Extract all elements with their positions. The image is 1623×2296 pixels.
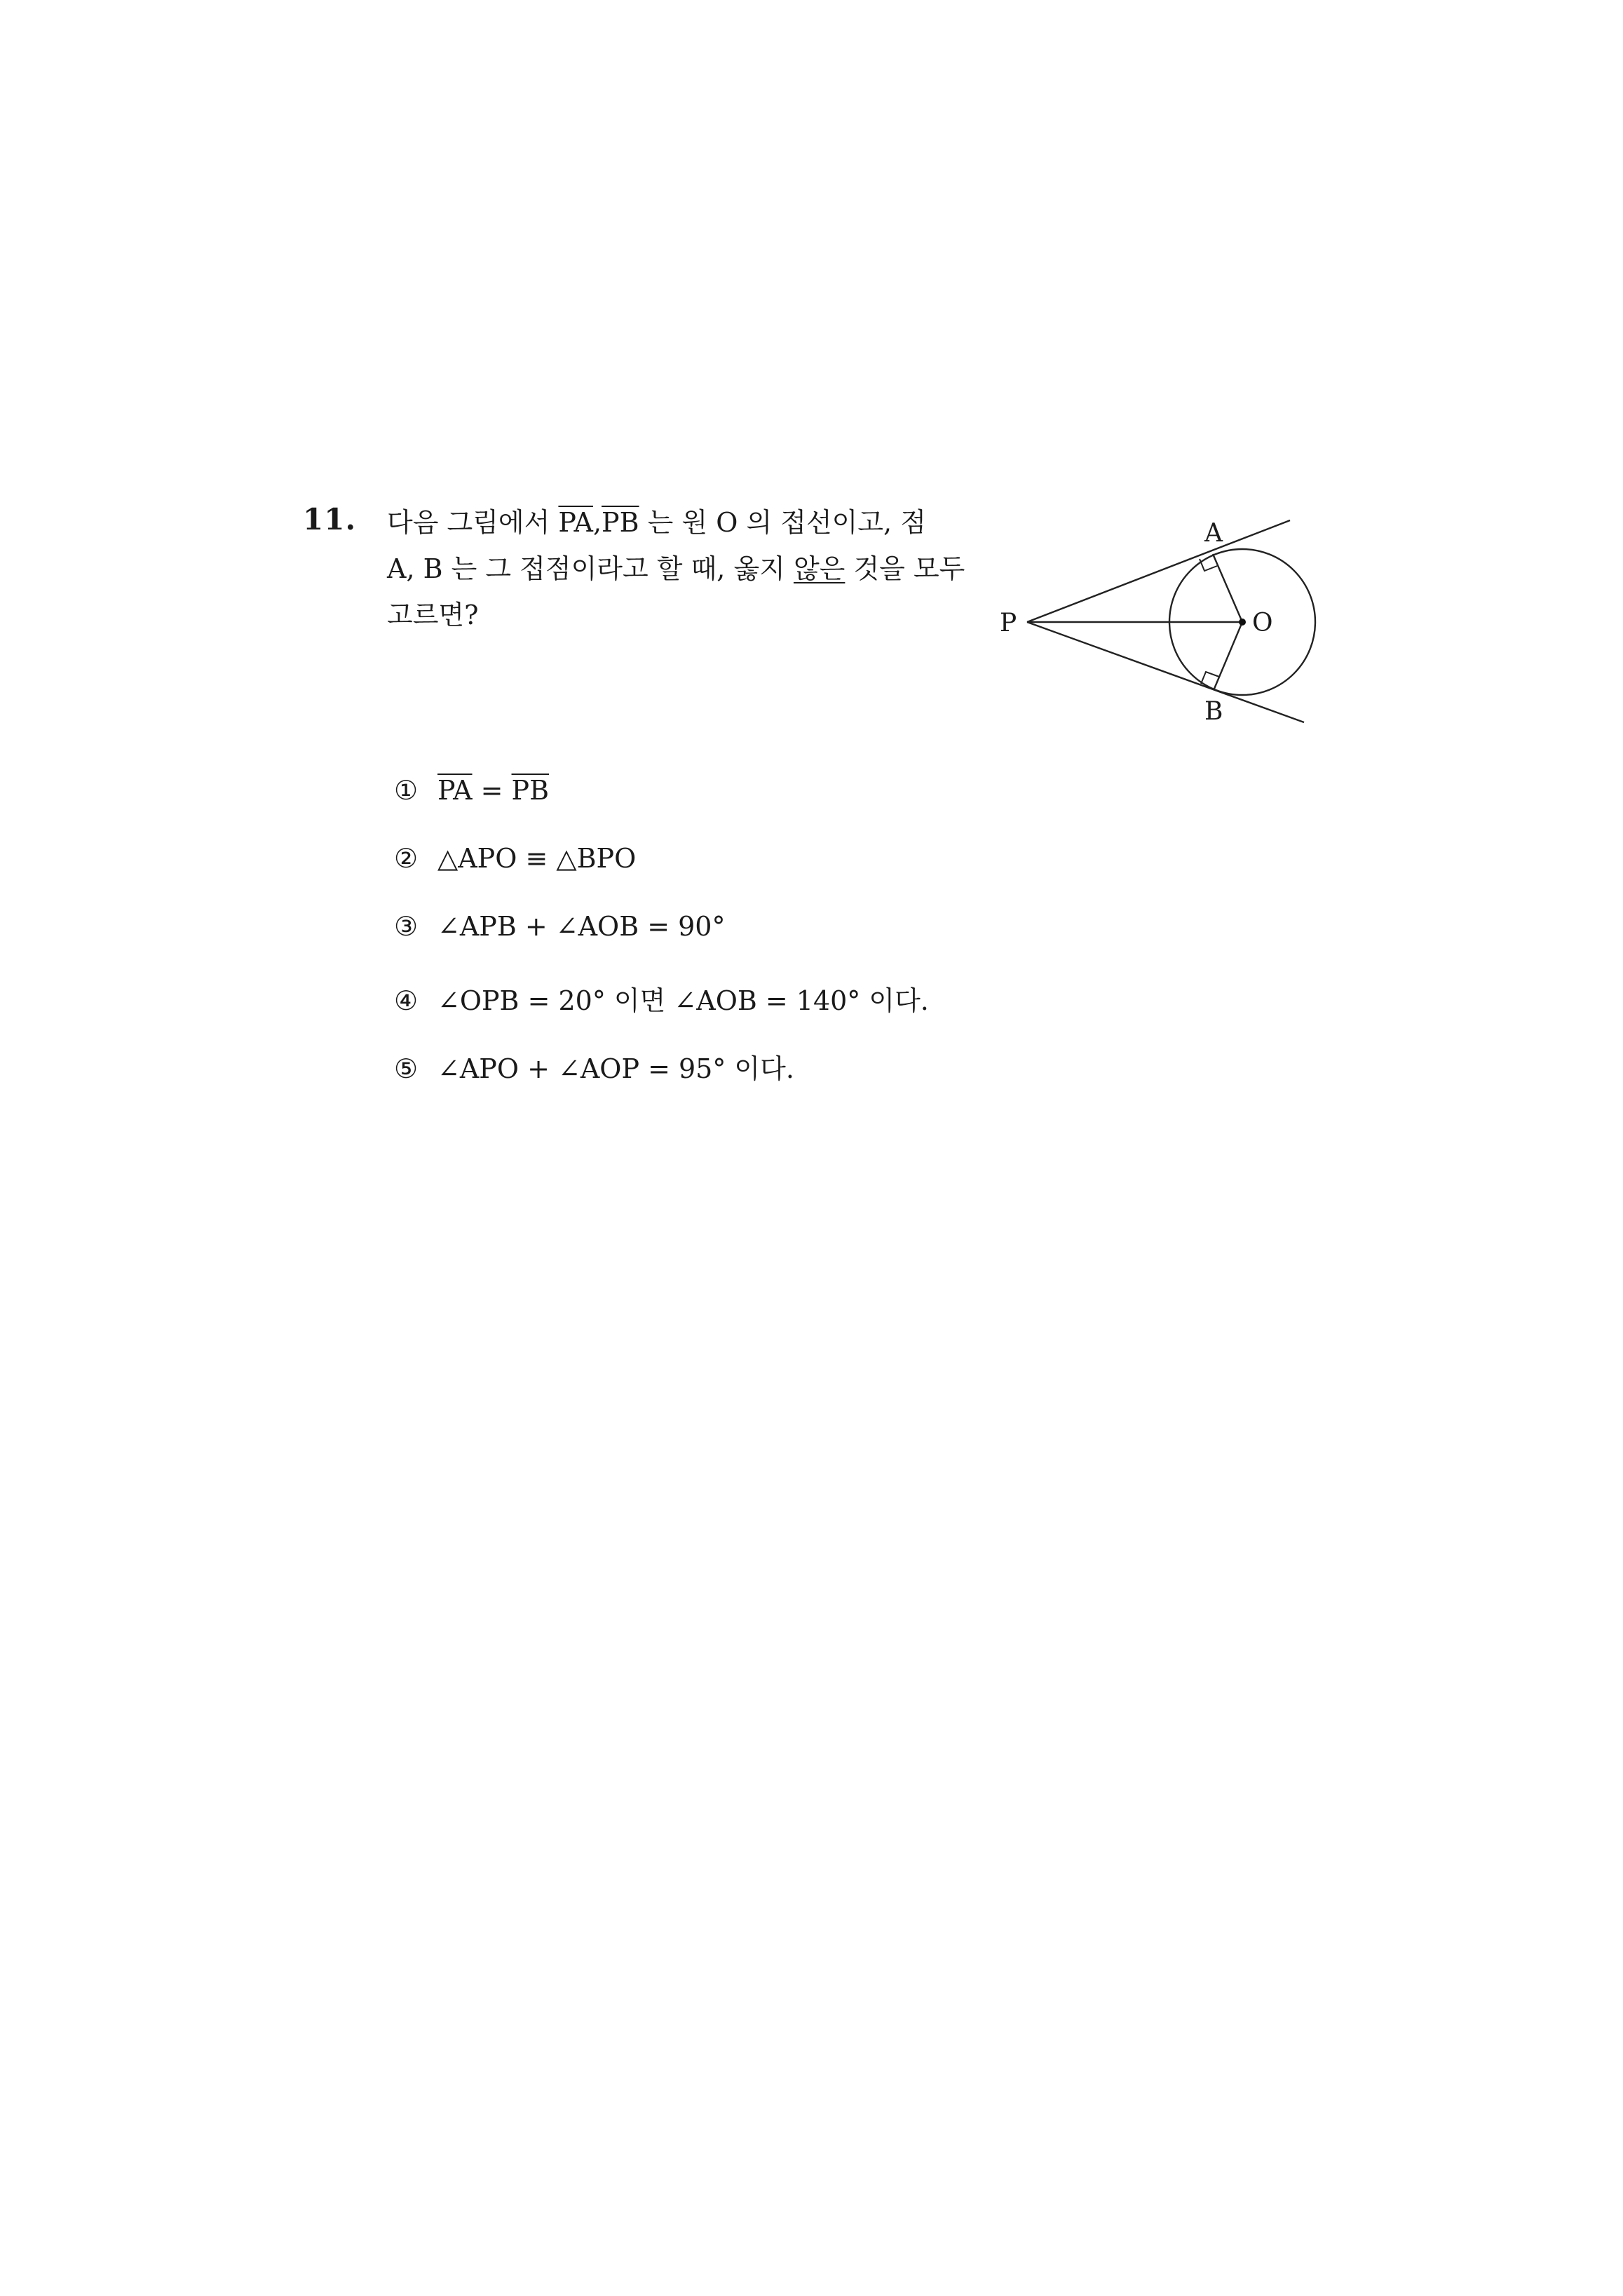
segment-pa: $\overline{PA}$ [437,775,473,806]
label-b: B [1204,697,1223,726]
tangent-line-pa [1027,520,1290,622]
stem-line-1 [387,499,976,546]
stem-text: 는 원 O 의 접선이고, 점 [639,507,926,538]
choice-mark: ① [394,775,419,806]
equals-sign: = [472,775,512,806]
choice-mark: ⑤ [394,1053,419,1084]
label-o: O [1252,609,1273,637]
label-p: P [1000,609,1017,637]
tangent-diagram [982,505,1332,729]
underlined-word: 않은 [793,553,846,584]
question-stem [387,499,976,638]
choice-expression: △APO ≡ △BPO [437,843,637,874]
choice-5[interactable] [394,1047,929,1115]
answer-choices [394,775,929,1115]
choice-mark: ③ [394,911,419,942]
center-point [1239,619,1246,626]
choice-mark: ④ [394,985,419,1016]
stem-line-2 [387,546,976,592]
stem-text: 것을 모두 [845,553,965,584]
tangent-figure [982,505,1332,729]
segment-pb: $\overline{PB}$ [602,507,639,538]
stem-line-3: 고르면? [387,600,479,630]
label-a: A [1204,519,1223,548]
choice-1[interactable] [394,775,929,843]
stem-comma: , [592,507,602,538]
radius-oa [1213,554,1242,622]
question-number: 11. [303,502,357,536]
choice-expression: ∠OPB = 20° 이면 ∠AOB = 140° 이다. [437,985,929,1016]
choice-2[interactable] [394,843,929,911]
choice-expression: ∠APB + ∠AOB = 90° [437,911,726,942]
radius-ob [1214,622,1242,689]
choice-expression [437,775,549,806]
choice-expression: ∠APO + ∠AOP = 95° 이다. [437,1053,794,1084]
stem-text: 다음 그림에서 [387,507,559,538]
segment-pb: $\overline{PB}$ [511,775,550,806]
choice-3[interactable] [394,911,929,979]
stem-text: A, B 는 그 접점이라고 할 때, 옳지 [387,553,794,584]
choice-mark: ② [394,843,419,874]
choice-4[interactable] [394,979,929,1047]
segment-pa: $\overline{PA}$ [558,507,593,538]
